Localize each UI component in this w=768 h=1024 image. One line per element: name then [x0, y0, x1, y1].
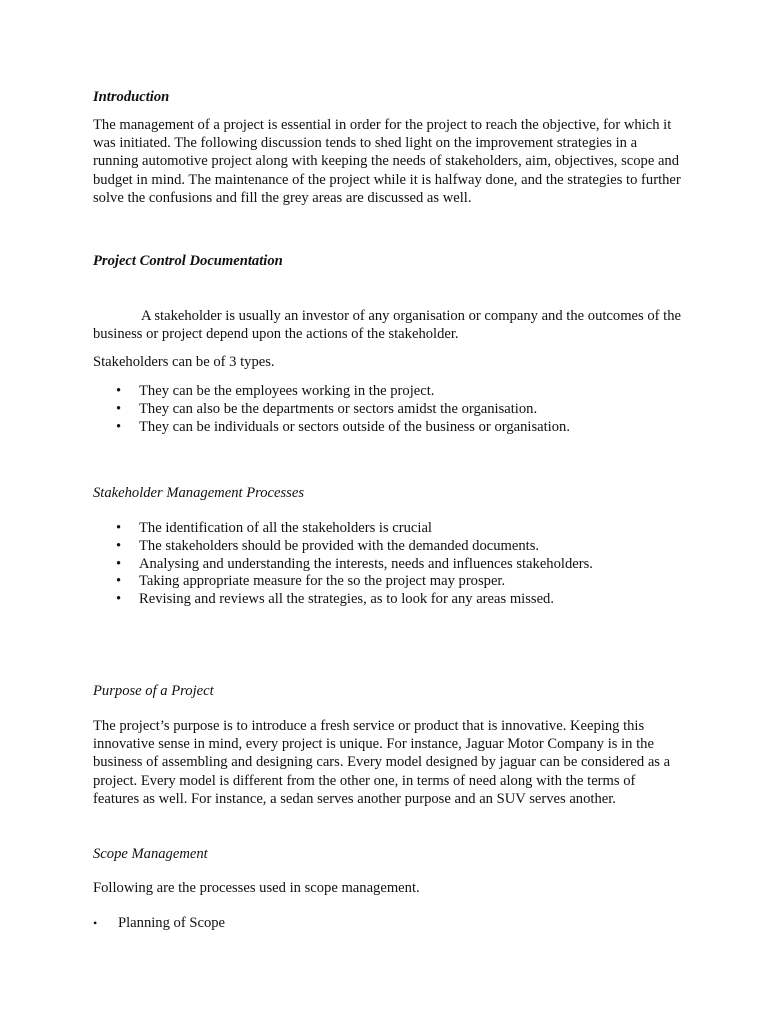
stakeholder-types-list — [93, 382, 683, 437]
list-item: • The identification of all the stakeholders is crucial — [116, 520, 432, 536]
stakeholder-types-line: Stakeholders can be of 3 types. — [93, 354, 275, 370]
bullet-icon: • — [93, 916, 98, 930]
list-item: • They can also be the departments or sectors amidst the organisation. — [116, 401, 538, 418]
bullet-icon: • — [116, 383, 122, 399]
bullet-icon: • — [116, 537, 122, 554]
intro-heading: Introduction — [93, 89, 170, 105]
stakeholder-mgmt-heading: Stakeholder Management Processes — [93, 485, 305, 501]
bullet-icon: • — [116, 520, 122, 536]
scope-heading: Scope Management — [93, 846, 208, 862]
purpose-heading: Purpose of a Project — [93, 683, 214, 699]
intro-paragraph: The management of a project is essential in order for the project to reach the objective, for which it was initiated. The following discussion tends to shed light on the improvement strategies in a running automotive project along with keeping the needs of stakeholders, aim, objectives, scope and budget in mind. The maintenance of the project while it is halfway done, and the strategies to further solve the confusions and fill the grey areas are discussed as well. — [93, 117, 681, 206]
list-item: • Taking appropriate measure for the so the project may prosper. — [116, 573, 506, 590]
bullet-icon: • — [116, 401, 122, 418]
list-item: • The stakeholders should be provided with the demanded documents. — [116, 537, 540, 554]
purpose-paragraph: The project’s purpose is to introduce a fresh service or product that is innovative. Keeping this innovative sense in mind, every project is unique. For instance, Jaguar Motor Company is in the business of assembling and designing cars. Every model designed by jaguar can be considered as a project. Every model is different from the other one, in terms of need along with the terms of features as well. For instance, a sedan serves another purpose and an SUV serves another. — [93, 718, 671, 807]
list-item: • They can be the employees working in the project. — [116, 383, 435, 399]
bullet-icon: • — [116, 573, 122, 590]
list-item: • Revising and reviews all the strategies, as to look for any areas missed. — [116, 591, 555, 608]
list-item: • They can be individuals or sectors outside of the business or organisation. — [116, 419, 570, 436]
list-item: • Planning of Scope — [93, 915, 226, 931]
bullet-icon: • — [116, 555, 122, 572]
bullet-icon: • — [116, 591, 122, 608]
stakeholder-mgmt-list — [93, 519, 683, 608]
scope-intro-line: Following are the processes used in scope management. — [93, 880, 420, 896]
control-paragraph: A stakeholder is usually an investor of any organisation or company and the outcomes of the business or project depend upon the actions of the stakeholder. — [93, 308, 681, 343]
bullet-icon: • — [116, 419, 122, 436]
list-item: • Analysing and understanding the interests, needs and influences stakeholders. — [116, 555, 593, 572]
control-heading: Project Control Documentation — [93, 253, 283, 269]
